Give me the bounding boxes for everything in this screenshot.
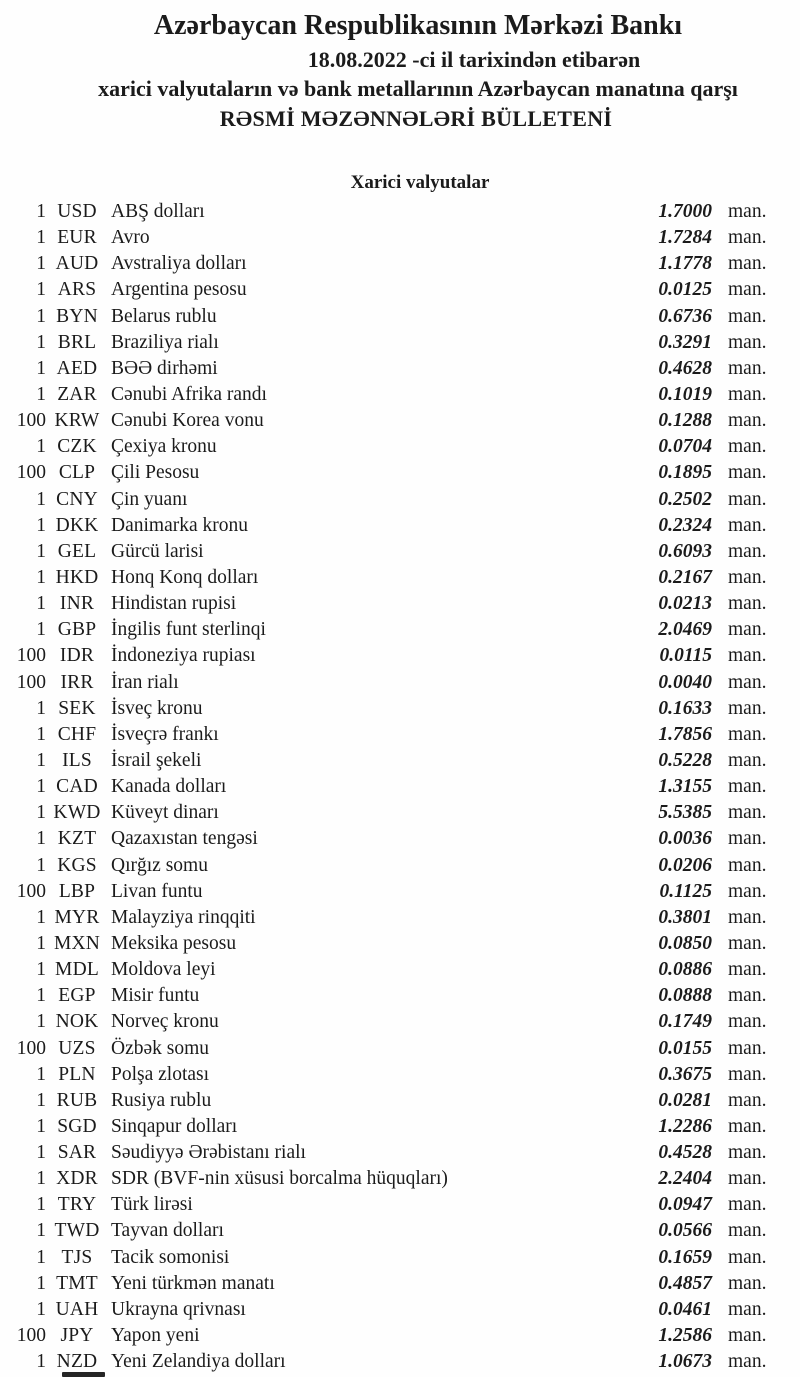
- currency-name: Hindistan rupisi: [111, 593, 237, 615]
- rate-row: [0, 617, 800, 643]
- currency-unit: man.: [728, 593, 767, 615]
- rate-row: [0, 931, 800, 957]
- currency-rate: 0.4628: [658, 357, 712, 379]
- currency-quantity: 100: [16, 671, 46, 693]
- currency-name: Meksika pesosu: [111, 932, 237, 954]
- currency-name: Küveyt dinarı: [111, 802, 219, 824]
- rate-row: [0, 1009, 800, 1035]
- currency-unit: man.: [728, 1298, 767, 1320]
- currency-rate: 1.7284: [658, 227, 712, 249]
- bulletin-title: RƏSMİ MƏZƏNNƏLƏRİ BÜLLETENİ: [219, 106, 613, 131]
- currency-code: MYR: [54, 906, 100, 928]
- currency-rate: 0.1895: [658, 462, 712, 484]
- rate-row: [0, 983, 800, 1009]
- currency-name: Moldova leyi: [111, 959, 216, 981]
- currency-unit: man.: [728, 201, 767, 222]
- currency-rate: 0.0888: [658, 985, 712, 1007]
- currency-quantity: 100: [16, 1037, 46, 1059]
- currency-rate: 1.0673: [658, 1351, 712, 1373]
- rate-row: [0, 957, 800, 983]
- currency-code: CZK: [57, 436, 97, 458]
- currency-quantity: 1: [36, 1089, 46, 1111]
- rate-row: [0, 591, 800, 617]
- currency-unit: man.: [728, 1351, 767, 1373]
- currency-name: Tayvan dolları: [111, 1220, 224, 1242]
- currency-rate: 0.0461: [658, 1298, 712, 1320]
- currency-unit: man.: [728, 357, 767, 379]
- currency-name: Ukrayna qrivnası: [111, 1298, 246, 1320]
- currency-rate: 0.6736: [658, 305, 712, 327]
- currency-rate: 0.2324: [658, 514, 712, 536]
- currency-code: INR: [59, 593, 95, 615]
- currency-code: ARS: [57, 279, 97, 301]
- currency-unit: man.: [728, 305, 767, 327]
- currency-quantity: 1: [36, 357, 46, 379]
- currency-name: İsrail şekeli: [111, 749, 202, 771]
- currency-code: SEK: [58, 697, 96, 719]
- currency-code: KWD: [53, 802, 101, 824]
- currency-quantity: 1: [36, 1142, 46, 1164]
- rate-row: [0, 722, 800, 748]
- currency-unit: man.: [728, 1037, 767, 1059]
- currency-code: ILS: [62, 749, 92, 771]
- currency-name: Qırğız somu: [111, 854, 208, 876]
- currency-quantity: 1: [36, 566, 46, 588]
- currency-unit: man.: [728, 410, 767, 432]
- currency-name: Livan funtu: [111, 880, 203, 902]
- rate-row: [0, 1062, 800, 1088]
- currency-unit: man.: [728, 776, 767, 798]
- currency-unit: man.: [728, 540, 767, 562]
- currency-unit: man.: [728, 1011, 767, 1033]
- currency-name: Cənubi Korea vonu: [111, 410, 264, 432]
- currency-quantity: 1: [36, 1115, 46, 1137]
- currency-unit: man.: [728, 488, 767, 510]
- rate-row: [0, 460, 800, 486]
- currency-code: DKK: [55, 514, 99, 536]
- currency-name: İsveç kronu: [111, 697, 203, 719]
- currency-code: IRR: [60, 671, 94, 693]
- currency-unit: man.: [728, 1325, 767, 1347]
- currency-quantity: 100: [16, 462, 46, 484]
- currency-name: Kanada dolları: [111, 776, 227, 798]
- currency-code: TMT: [56, 1272, 98, 1294]
- currency-unit: man.: [728, 802, 767, 824]
- currency-unit: man.: [728, 514, 767, 536]
- currency-rate: 0.1659: [658, 1246, 712, 1268]
- currency-quantity: 1: [36, 697, 46, 719]
- currency-name: Avstraliya dolları: [111, 253, 247, 275]
- currency-code: USD: [57, 201, 97, 222]
- currency-rate: 2.2404: [658, 1168, 712, 1190]
- rate-row: [0, 304, 800, 330]
- currency-unit: man.: [728, 932, 767, 954]
- rate-row: [0, 800, 800, 826]
- scope-line: xarici valyutaların və bank metallarının Azərbaycan manatına qarşı: [98, 76, 738, 101]
- bank-name-title: Azərbaycan Respublikasının Mərkəzi Bankı: [153, 10, 683, 41]
- currency-code: RUB: [56, 1089, 98, 1111]
- rate-row: [0, 382, 800, 408]
- currency-name: Argentina pesosu: [111, 279, 247, 301]
- currency-name: ABŞ dolları: [111, 201, 205, 222]
- currency-name: Malayziya rinqqiti: [111, 906, 256, 928]
- currency-rate: 0.0206: [658, 854, 712, 876]
- rate-row: [0, 434, 800, 460]
- rate-row: [0, 1114, 800, 1140]
- rate-row: [0, 1166, 800, 1192]
- rate-row: [0, 330, 800, 356]
- currency-quantity: 1: [36, 488, 46, 510]
- currency-unit: man.: [728, 1089, 767, 1111]
- currency-rate: 0.0115: [659, 645, 712, 667]
- exchange-rates-table: [0, 199, 800, 1375]
- currency-name: Misir funtu: [111, 985, 200, 1007]
- currency-name: Çexiya kronu: [111, 436, 217, 458]
- currency-rate: 1.3155: [658, 776, 712, 798]
- currency-quantity: 100: [16, 410, 46, 432]
- currency-rate: 0.0040: [658, 671, 712, 693]
- currency-code: XDR: [56, 1168, 98, 1190]
- currency-quantity: 1: [36, 1168, 46, 1190]
- currency-name: Özbək somu: [111, 1037, 210, 1059]
- currency-rate: 0.3291: [658, 331, 712, 353]
- currency-quantity: 1: [36, 1220, 46, 1242]
- currency-unit: man.: [728, 1142, 767, 1164]
- currency-code: CAD: [56, 776, 98, 798]
- rate-row: [0, 1036, 800, 1062]
- currency-rate: 0.1749: [658, 1011, 712, 1033]
- currency-unit: man.: [728, 566, 767, 588]
- currency-quantity: 1: [36, 906, 46, 928]
- rate-row: [0, 670, 800, 696]
- currency-rate: 0.3801: [658, 906, 712, 928]
- currency-unit: man.: [728, 697, 767, 719]
- currency-name: Səudiyyə Ərəbistanı rialı: [111, 1142, 306, 1164]
- currency-rate: 1.2586: [658, 1325, 712, 1347]
- currency-name: Braziliya rialı: [111, 331, 219, 353]
- currency-rate: 2.0469: [658, 619, 712, 641]
- currency-rate: 5.5385: [658, 802, 712, 824]
- currency-rate: 0.0704: [658, 436, 712, 458]
- currency-code: SGD: [57, 1115, 97, 1137]
- currency-name: Danimarka kronu: [111, 514, 248, 536]
- currency-code: LBP: [58, 880, 96, 902]
- rate-row: [0, 696, 800, 722]
- rate-row: [0, 1297, 800, 1323]
- rate-row: [0, 905, 800, 931]
- currency-quantity: 100: [16, 880, 46, 902]
- currency-code: IDR: [59, 645, 95, 667]
- rate-row: [0, 277, 800, 303]
- currency-code: MDL: [55, 959, 99, 981]
- currency-name: Sinqapur dolları: [111, 1115, 238, 1137]
- currency-code: CHF: [57, 723, 97, 745]
- currency-quantity: 1: [36, 802, 46, 824]
- currency-quantity: 1: [36, 253, 46, 275]
- currency-unit: man.: [728, 1246, 767, 1268]
- currency-rate: 0.0566: [658, 1220, 712, 1242]
- rate-row: [0, 879, 800, 905]
- currency-rate: 1.7000: [658, 201, 712, 222]
- currency-unit: man.: [728, 462, 767, 484]
- currency-rate: 0.0281: [658, 1089, 712, 1111]
- currency-quantity: 1: [36, 1351, 46, 1373]
- rate-row: [0, 1323, 800, 1349]
- currency-rate: 0.5228: [658, 749, 712, 771]
- currency-rate: 0.1288: [658, 410, 712, 432]
- rate-row: [0, 774, 800, 800]
- currency-name: Qazaxıstan tengəsi: [111, 828, 258, 850]
- currency-unit: man.: [728, 436, 767, 458]
- currency-quantity: 1: [36, 1298, 46, 1320]
- currency-quantity: 100: [16, 645, 46, 667]
- rate-row: [0, 1245, 800, 1271]
- currency-quantity: 1: [36, 593, 46, 615]
- rate-row: [0, 853, 800, 879]
- currency-rate: 0.4857: [658, 1272, 712, 1294]
- rate-row: [0, 513, 800, 539]
- currency-name: Gürcü larisi: [111, 540, 204, 562]
- currency-rate: 0.1019: [658, 383, 712, 405]
- currency-code: CNY: [56, 488, 98, 510]
- rate-row: [0, 1271, 800, 1297]
- currency-name: Türk lirəsi: [111, 1194, 193, 1216]
- currency-name: Norveç kronu: [111, 1011, 219, 1033]
- currency-unit: man.: [728, 279, 767, 301]
- cutoff-text-fragment: [62, 1372, 105, 1377]
- currency-name: Yapon yeni: [111, 1325, 200, 1347]
- currency-quantity: 1: [36, 305, 46, 327]
- currency-unit: man.: [728, 1168, 767, 1190]
- currency-name: Yeni Zelandiya dolları: [111, 1351, 286, 1373]
- currency-code: TRY: [57, 1194, 97, 1216]
- rate-row: [0, 1349, 800, 1375]
- currency-quantity: 1: [36, 776, 46, 798]
- currency-unit: man.: [728, 1194, 767, 1216]
- currency-code: GBP: [57, 619, 97, 641]
- currency-unit: man.: [728, 723, 767, 745]
- currency-code: ZAR: [57, 383, 97, 405]
- currency-rate: 0.0947: [658, 1194, 712, 1216]
- rate-row: [0, 408, 800, 434]
- currency-code: BYN: [56, 305, 98, 327]
- currency-rate: 0.0213: [658, 593, 712, 615]
- currency-quantity: 1: [36, 201, 46, 222]
- currency-rate: 0.0155: [658, 1037, 712, 1059]
- currency-quantity: 1: [36, 749, 46, 771]
- currency-rate: 0.0125: [658, 279, 712, 301]
- currency-unit: man.: [728, 227, 767, 249]
- currency-code: TJS: [61, 1246, 93, 1268]
- rate-row: [0, 1140, 800, 1166]
- currency-code: BRL: [57, 331, 97, 353]
- currency-unit: man.: [728, 985, 767, 1007]
- currency-name: Yeni türkmən manatı: [111, 1272, 275, 1294]
- currency-rate: 0.1125: [659, 880, 712, 902]
- currency-code: TWD: [54, 1220, 100, 1242]
- currency-name: Cənubi Afrika randı: [111, 383, 267, 405]
- currency-quantity: 1: [36, 619, 46, 641]
- rate-row: [0, 1192, 800, 1218]
- currency-quantity: 1: [36, 1063, 46, 1085]
- currency-quantity: 1: [36, 1011, 46, 1033]
- rate-row: [0, 565, 800, 591]
- currency-quantity: 1: [36, 279, 46, 301]
- rate-row: [0, 487, 800, 513]
- currency-code: AUD: [55, 253, 99, 275]
- currency-unit: man.: [728, 331, 767, 353]
- currency-name: İngilis funt sterlinqi: [111, 619, 266, 641]
- rate-row: [0, 225, 800, 251]
- currency-name: İndoneziya rupiası: [111, 645, 256, 667]
- currency-rate: 0.4528: [658, 1142, 712, 1164]
- currency-rate: 0.0886: [658, 959, 712, 981]
- currency-unit: man.: [728, 1063, 767, 1085]
- currency-unit: man.: [728, 854, 767, 876]
- currency-name: Polşa zlotası: [111, 1063, 210, 1085]
- currency-code: GEL: [57, 540, 97, 562]
- currency-name: İsveçrə frankı: [111, 723, 219, 745]
- rate-row: [0, 251, 800, 277]
- currency-name: Rusiya rublu: [111, 1089, 212, 1111]
- currency-quantity: 1: [36, 540, 46, 562]
- currency-quantity: 1: [36, 383, 46, 405]
- currency-rate: 1.7856: [658, 723, 712, 745]
- currency-code: NZD: [56, 1351, 98, 1373]
- currency-quantity: 1: [36, 723, 46, 745]
- currency-name: Belarus rublu: [111, 305, 217, 327]
- currency-rate: 0.6093: [658, 540, 712, 562]
- currency-code: UZS: [58, 1037, 96, 1059]
- currency-name: SDR (BVF-nin xüsusi borcalma hüquqları): [111, 1168, 448, 1190]
- currency-rate: 0.0850: [658, 932, 712, 954]
- currency-quantity: 1: [36, 1246, 46, 1268]
- currency-quantity: 1: [36, 436, 46, 458]
- currency-code: MXN: [53, 932, 101, 954]
- currency-unit: man.: [728, 906, 767, 928]
- rate-row: [0, 826, 800, 852]
- currency-rate: 0.3675: [658, 1063, 712, 1085]
- currency-rate: 0.0036: [658, 828, 712, 850]
- currency-unit: man.: [728, 619, 767, 641]
- currency-quantity: 100: [16, 1325, 46, 1347]
- currency-unit: man.: [728, 1220, 767, 1242]
- currency-name: Avro: [111, 227, 150, 249]
- currency-quantity: 1: [36, 828, 46, 850]
- rate-row: [0, 539, 800, 565]
- currency-code: HKD: [55, 566, 99, 588]
- currency-rate: 0.2502: [658, 488, 712, 510]
- effective-date-line: 18.08.2022 -ci il tarixindən etibarən: [307, 47, 641, 72]
- currency-name: BƏƏ dirhəmi: [111, 357, 218, 379]
- currency-rate: 0.1633: [658, 697, 712, 719]
- currency-quantity: 1: [36, 1272, 46, 1294]
- currency-name: Çin yuanı: [111, 488, 188, 510]
- currency-unit: man.: [728, 828, 767, 850]
- currency-code: KZT: [57, 828, 97, 850]
- currency-quantity: 1: [36, 932, 46, 954]
- currency-code: JPY: [60, 1325, 94, 1347]
- currency-quantity: 1: [36, 1194, 46, 1216]
- currency-code: NOK: [55, 1011, 99, 1033]
- currency-unit: man.: [728, 671, 767, 693]
- currency-code: SAR: [57, 1142, 97, 1164]
- rate-row: [0, 1088, 800, 1114]
- currency-rate: 0.2167: [658, 566, 712, 588]
- currency-quantity: 1: [36, 331, 46, 353]
- currency-code: AED: [56, 357, 98, 379]
- currency-unit: man.: [728, 383, 767, 405]
- rate-row: [0, 356, 800, 382]
- currency-quantity: 1: [36, 514, 46, 536]
- currency-unit: man.: [728, 959, 767, 981]
- currency-unit: man.: [728, 749, 767, 771]
- currency-name: Çili Pesosu: [111, 462, 200, 484]
- currency-unit: man.: [728, 880, 767, 902]
- currency-code: PLN: [58, 1063, 96, 1085]
- currency-unit: man.: [728, 1272, 767, 1294]
- currency-rate: 1.2286: [658, 1115, 712, 1137]
- rate-row: [0, 748, 800, 774]
- currency-unit: man.: [728, 645, 767, 667]
- currency-code: EGP: [58, 985, 96, 1007]
- currency-name: İran rialı: [111, 671, 179, 693]
- rate-row: [0, 199, 800, 225]
- currency-code: EUR: [57, 227, 97, 249]
- currency-code: KGS: [57, 854, 97, 876]
- currency-quantity: 1: [36, 959, 46, 981]
- currency-unit: man.: [728, 1115, 767, 1137]
- currency-code: KRW: [54, 410, 100, 432]
- currency-name: Honq Konq dolları: [111, 566, 259, 588]
- currency-quantity: 1: [36, 227, 46, 249]
- currency-code: CLP: [58, 462, 96, 484]
- currency-code: UAH: [55, 1298, 99, 1320]
- currency-quantity: 1: [36, 854, 46, 876]
- section-title-foreign-currencies: Xarici valyutalar: [350, 172, 490, 193]
- document-header: [0, 0, 800, 132]
- rate-row: [0, 1218, 800, 1244]
- rate-row: [0, 643, 800, 669]
- currency-quantity: 1: [36, 985, 46, 1007]
- currency-rate: 1.1778: [658, 253, 712, 275]
- currency-name: Tacik somonisi: [111, 1246, 230, 1268]
- currency-unit: man.: [728, 253, 767, 275]
